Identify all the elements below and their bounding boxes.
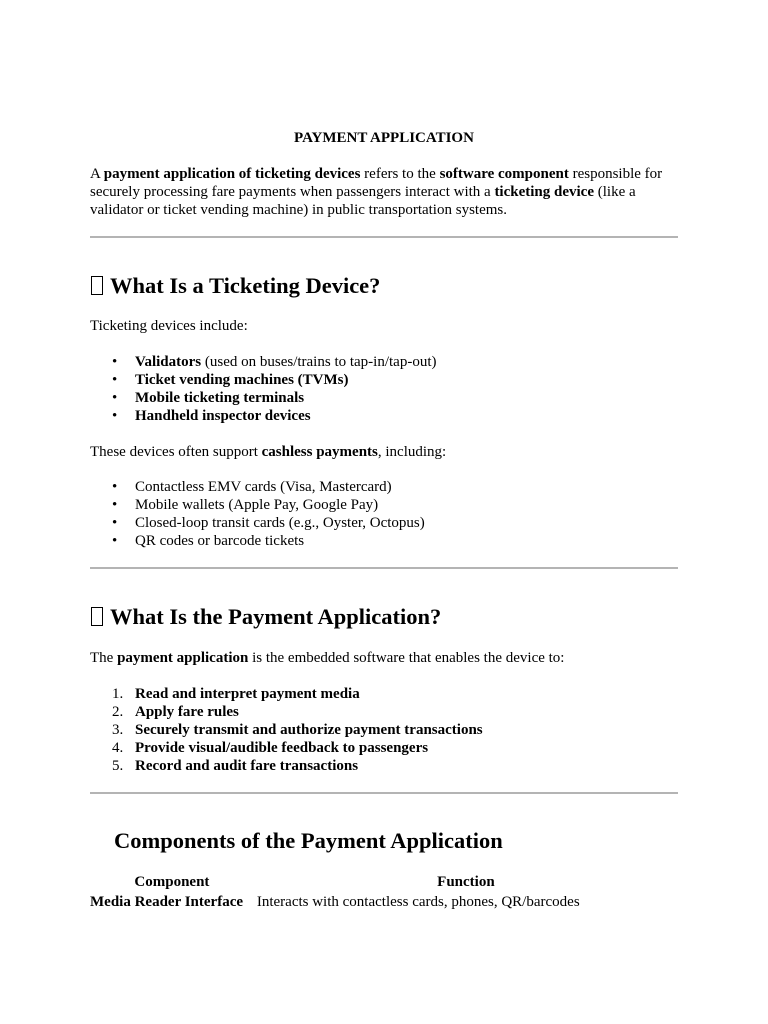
list-item-text: Provide visual/audible feedback to passengers (135, 740, 429, 756)
table-cell-function: Interacts with contactless cards, phones, QR/barcodes (256, 894, 580, 910)
lead-text-2: is the embedded software that enables the device to: (248, 650, 565, 666)
missing-glyph-icon (91, 607, 103, 626)
list-item-text: Apply fare rules (135, 704, 239, 720)
list-item-text: Record and audit fare transactions (135, 758, 359, 774)
intro-text-3: responsible for securely processing fare payments when passengers interact with a (90, 166, 663, 200)
ticketing-devices-list (90, 353, 437, 425)
bullet-icon: • (112, 354, 118, 370)
payments-lead-text-2: , including: (377, 444, 447, 460)
list-item-text: Securely transmit and authorize payment transactions (135, 722, 483, 738)
document-title: PAYMENT APPLICATION (294, 130, 474, 146)
intro-bold-1: payment application of ticketing devices (103, 166, 361, 182)
list-item-text: Closed-loop transit cards (e.g., Oyster, Octopus) (135, 515, 425, 531)
list-item (90, 496, 425, 514)
intro-bold-2: software component (439, 166, 569, 182)
list-item (90, 389, 437, 407)
intro-text-2: refers to the (360, 166, 440, 182)
bullet-icon: • (112, 390, 118, 406)
payments-lead (90, 443, 446, 461)
list-item (90, 703, 483, 721)
bullet-icon: • (112, 533, 118, 549)
list-item (90, 532, 425, 550)
intro-bold-3: ticketing device (494, 184, 594, 200)
list-item-text: Mobile wallets (Apple Pay, Google Pay) (135, 497, 379, 513)
list-item (90, 514, 425, 532)
list-number: 3. (112, 722, 124, 738)
list-item (90, 685, 483, 703)
payments-lead-bold: cashless payments (261, 444, 378, 460)
payment-methods-list (90, 478, 425, 550)
section-heading-text: What Is the Payment Application? (110, 604, 442, 629)
list-item-text: Read and interpret payment media (135, 686, 360, 702)
intro-paragraph (90, 165, 678, 219)
table-cell-component: Media Reader Interface (90, 894, 244, 910)
list-item-bold: Mobile ticketing terminals (135, 390, 305, 406)
list-item (90, 478, 425, 496)
list-item (90, 739, 483, 757)
column-header-function: Function (437, 874, 495, 890)
list-number: 5. (112, 758, 124, 774)
list-item-text: QR codes or barcode tickets (135, 533, 305, 549)
bullet-icon: • (112, 372, 118, 388)
lead-bold: payment application (117, 650, 249, 666)
ticketing-devices-lead: Ticketing devices include: (90, 318, 248, 334)
lead-text-1: The (90, 650, 118, 666)
list-item (90, 757, 483, 775)
table-row (90, 892, 678, 912)
table-header-row (90, 872, 678, 892)
list-item-text: (used on buses/trains to tap-in/tap-out) (201, 354, 437, 370)
column-header-component: Component (134, 874, 210, 890)
list-item-bold: Handheld inspector devices (135, 408, 311, 424)
horizontal-rule (90, 567, 678, 569)
list-item (90, 721, 483, 739)
capabilities-list (90, 685, 483, 775)
list-item (90, 371, 437, 389)
list-number: 1. (112, 686, 124, 702)
list-item (90, 407, 437, 425)
list-item-text: Contactless EMV cards (Visa, Mastercard) (135, 479, 392, 495)
list-number: 4. (112, 740, 124, 756)
horizontal-rule (90, 236, 678, 238)
bullet-icon: • (112, 515, 118, 531)
list-item (90, 353, 437, 371)
bullet-icon: • (112, 479, 118, 495)
section-heading-ticketing-device (90, 272, 380, 300)
section-heading-text: What Is a Ticketing Device? (110, 273, 381, 298)
list-number: 2. (112, 704, 124, 720)
missing-glyph-icon (91, 276, 103, 295)
intro-text-1: A (90, 166, 104, 182)
bullet-icon: • (112, 497, 118, 513)
intro-text-4: (like a validator or ticket vending machine) in public transportation systems. (90, 184, 636, 218)
components-heading: Components of the Payment Application (114, 828, 503, 853)
horizontal-rule (90, 792, 678, 794)
components-table (90, 872, 678, 912)
bullet-icon: • (112, 408, 118, 424)
section-heading-payment-application (90, 603, 441, 631)
list-item-bold: Validators (135, 354, 202, 370)
payments-lead-text-1: These devices often support (90, 444, 262, 460)
list-item-bold: Ticket vending machines (TVMs) (135, 372, 349, 388)
payment-application-lead (90, 649, 564, 667)
